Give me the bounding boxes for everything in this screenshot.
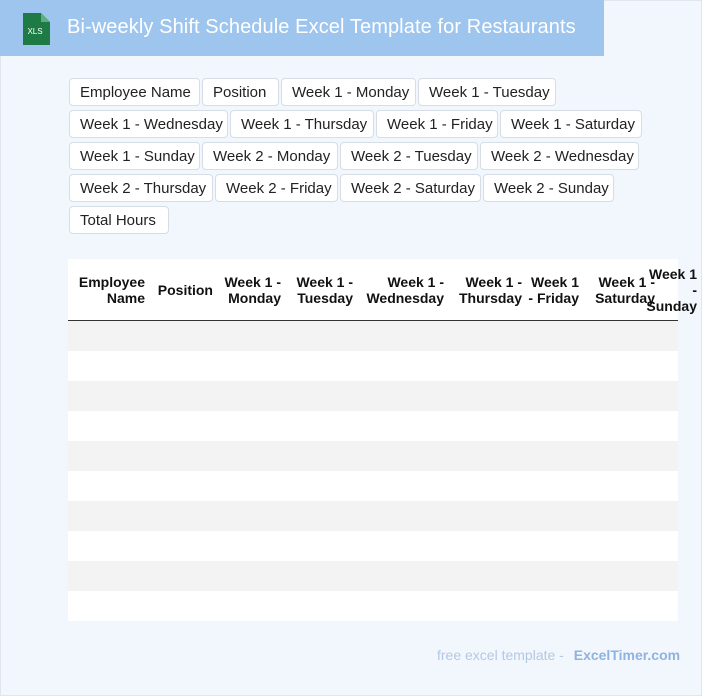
table-row[interactable]: [68, 411, 678, 441]
title-banner: [0, 0, 604, 56]
column-header[interactable]: Week 1 - Sunday: [646, 265, 697, 314]
footer-credit: [437, 647, 680, 663]
column-chip[interactable]: Position: [202, 78, 279, 106]
column-chip[interactable]: Week 1 - Sunday: [69, 142, 200, 170]
footer-brand-link[interactable]: ExcelTimer.com: [573, 647, 681, 663]
xls-file-icon: [20, 13, 50, 45]
column-chip[interactable]: Week 2 - Monday: [202, 142, 338, 170]
table-row[interactable]: [68, 441, 678, 471]
table-row[interactable]: [68, 561, 678, 591]
column-chip[interactable]: Week 2 - Friday: [215, 174, 338, 202]
table-row[interactable]: [68, 381, 678, 411]
svg-text:XLS: XLS: [27, 27, 43, 36]
column-header[interactable]: Employee Name: [78, 273, 145, 306]
column-header[interactable]: Week 1 - Saturday: [595, 273, 655, 306]
column-header[interactable]: Week 1 - Friday: [528, 273, 579, 306]
column-header[interactable]: Week 1 - Thursday: [458, 273, 522, 306]
table-row[interactable]: [68, 501, 678, 531]
column-chip[interactable]: Week 2 - Tuesday: [340, 142, 478, 170]
table-row[interactable]: [68, 471, 678, 501]
column-header[interactable]: Position: [157, 281, 213, 298]
column-chip[interactable]: Week 2 - Thursday: [69, 174, 213, 202]
column-header[interactable]: Week 1 - Monday: [224, 273, 281, 306]
column-chip[interactable]: Week 1 - Thursday: [230, 110, 374, 138]
table-row[interactable]: [68, 531, 678, 561]
column-header[interactable]: Week 1 - Wednesday: [366, 273, 444, 306]
table-row[interactable]: [68, 351, 678, 381]
column-chip[interactable]: Week 1 - Wednesday: [69, 110, 228, 138]
table-row[interactable]: [68, 591, 678, 621]
column-chip[interactable]: Week 2 - Wednesday: [480, 142, 639, 170]
column-chip[interactable]: Week 2 - Sunday: [483, 174, 614, 202]
schedule-table[interactable]: [68, 259, 697, 621]
column-chip[interactable]: Week 1 - Friday: [376, 110, 498, 138]
column-header[interactable]: Week 1 - Tuesday: [296, 273, 353, 306]
column-chip[interactable]: Employee Name: [69, 78, 200, 106]
column-chip[interactable]: Week 1 - Saturday: [500, 110, 642, 138]
column-chip[interactable]: Week 2 - Saturday: [340, 174, 481, 202]
page-title: Bi-weekly Shift Schedule Excel Template for Restaurants: [67, 16, 576, 38]
footer-text: free excel template -: [437, 647, 564, 663]
column-chip[interactable]: Total Hours: [69, 206, 169, 234]
column-chip[interactable]: Week 1 - Monday: [281, 78, 416, 106]
column-chip[interactable]: Week 1 - Tuesday: [418, 78, 556, 106]
table-row[interactable]: [68, 321, 678, 351]
